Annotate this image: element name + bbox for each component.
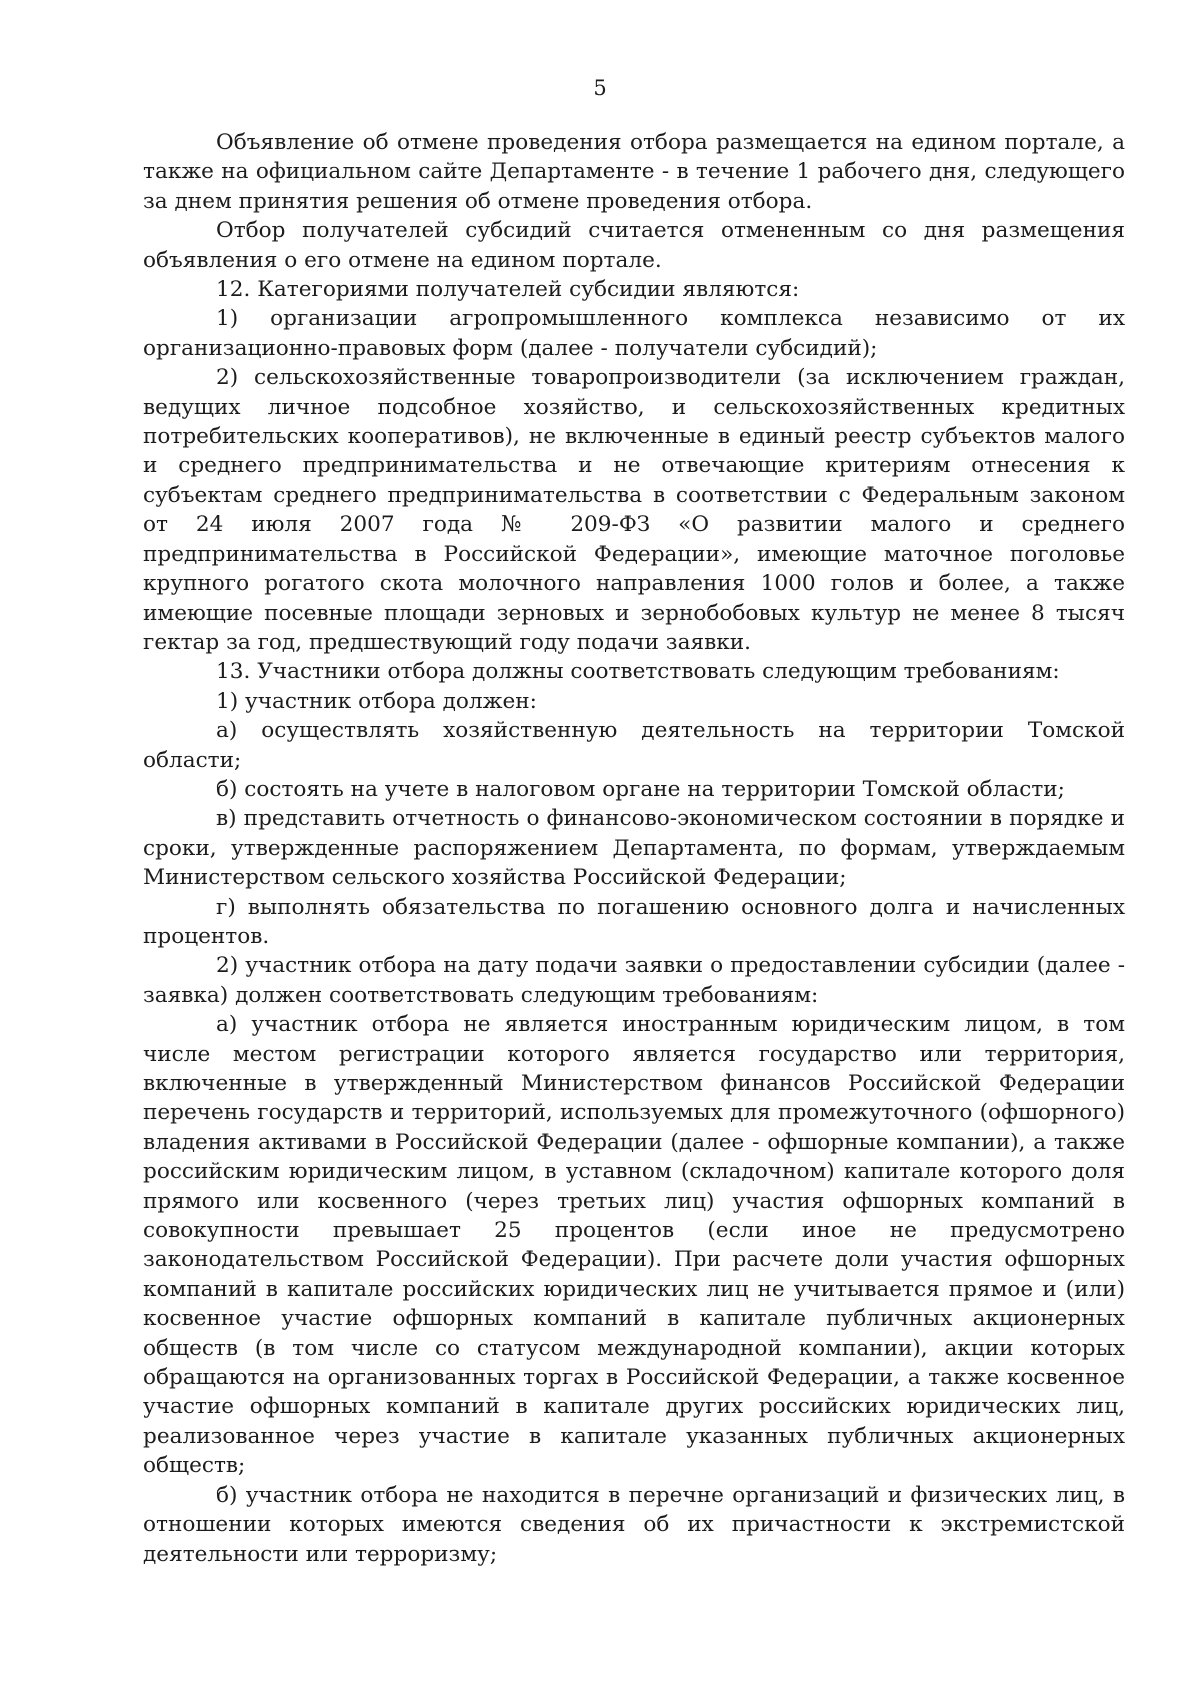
- paragraph: 12. Категориями получателей субсидии являются:: [216, 277, 800, 303]
- paragraph: б) состоять на учете в налоговом органе на территории Томской области;: [216, 776, 1065, 802]
- paragraph: 2) сельскохозяйственные товаропроизводители (за исключением граждан, ведущих личное подсобное хозяйство, и сельскохозяйственных кредитных потребительских кооперативов), не включенные в единый реестр субъектов малого и среднего предпринимательства и не отвечающие критериям отнесения к субъектам среднего предпринимательства в соответствии с Федеральным законом от 24 июля 2007 года № 209-ФЗ «О развитии малого и среднего предпринимательства в Российской Федерации», имеющие маточное поголовье крупного рогатого скота молочного направления 1000 голов и более, а также имеющие посевные площади зерновых и зернобобовых культур не менее 8 тысяч гектар за год, предшествующий году подачи заявки.: [143, 365, 1125, 655]
- paragraph: 1) организации агропромышленного комплекса независимо от их организационно-правовых форм (далее - получатели субсидий);: [143, 306, 1125, 361]
- page-number: 5: [593, 76, 607, 100]
- paragraph: в) представить отчетность о финансово-экономическом состоянии в порядке и сроки, утвержденные распоряжением Департамента, по формам, утверждаемым Министерством сельского хозяйства Российской Федерации;: [143, 806, 1125, 891]
- paragraph: г) выполнять обязательства по погашению основного долга и начисленных процентов.: [143, 894, 1125, 949]
- paragraph: а) осуществлять хозяйственную деятельность на территории Томской области;: [143, 718, 1125, 773]
- paragraph: 13. Участники отбора должны соответствовать следующим требованиям:: [216, 659, 1060, 685]
- paragraph: а) участник отбора не является иностранным юридическим лицом, в том числе местом регистрации которого является государство или территория, включенные в утвержденный Министерством финансов Российской Федерации перечень государств и территорий, используемых для промежуточного (офшорного) владения активами в Российской Федерации (далее - офшорные компании), а также российским юридическим лицом, в уставном (складочном) капитале которого доля прямого или косвенного (через третьих лиц) участия офшорных компаний в совокупности превышает 25 процентов (если иное не предусмотрено законодательством Российской Федерации). При расчете доли участия офшорных компаний в капитале российских юридических лиц не учитывается прямое и (или) косвенное участие офшорных компаний в капитале публичных акционерных обществ (в том числе со статусом международной компании), акции которых обращаются на организованных торгах в Российской Федерации, а также косвенное участие офшорных компаний в капитале других российских юридических лиц, реализованное через участие в капитале указанных публичных акционерных обществ;: [143, 1012, 1125, 1479]
- paragraph: Объявление об отмене проведения отбора размещается на едином портале, а также на официальном сайте Департаменте - в течение 1 рабочего дня, следующего за днем принятия решения об отмене проведения отбора.: [143, 130, 1125, 214]
- paragraph: б) участник отбора не находится в перечне организаций и физических лиц, в отношении которых имеются сведения об их причастности к экстремистской деятельности или терроризму;: [143, 1482, 1125, 1567]
- paragraph: 2) участник отбора на дату подачи заявки о предоставлении субсидии (далее - заявка) должен соответствовать следующим требованиям:: [143, 953, 1125, 1008]
- paragraph: Отбор получателей субсидий считается отмененным со дня размещения объявления о его отмене на едином портале.: [143, 218, 1125, 273]
- paragraph: 1) участник отбора должен:: [216, 688, 537, 714]
- document-body: [143, 128, 1125, 1569]
